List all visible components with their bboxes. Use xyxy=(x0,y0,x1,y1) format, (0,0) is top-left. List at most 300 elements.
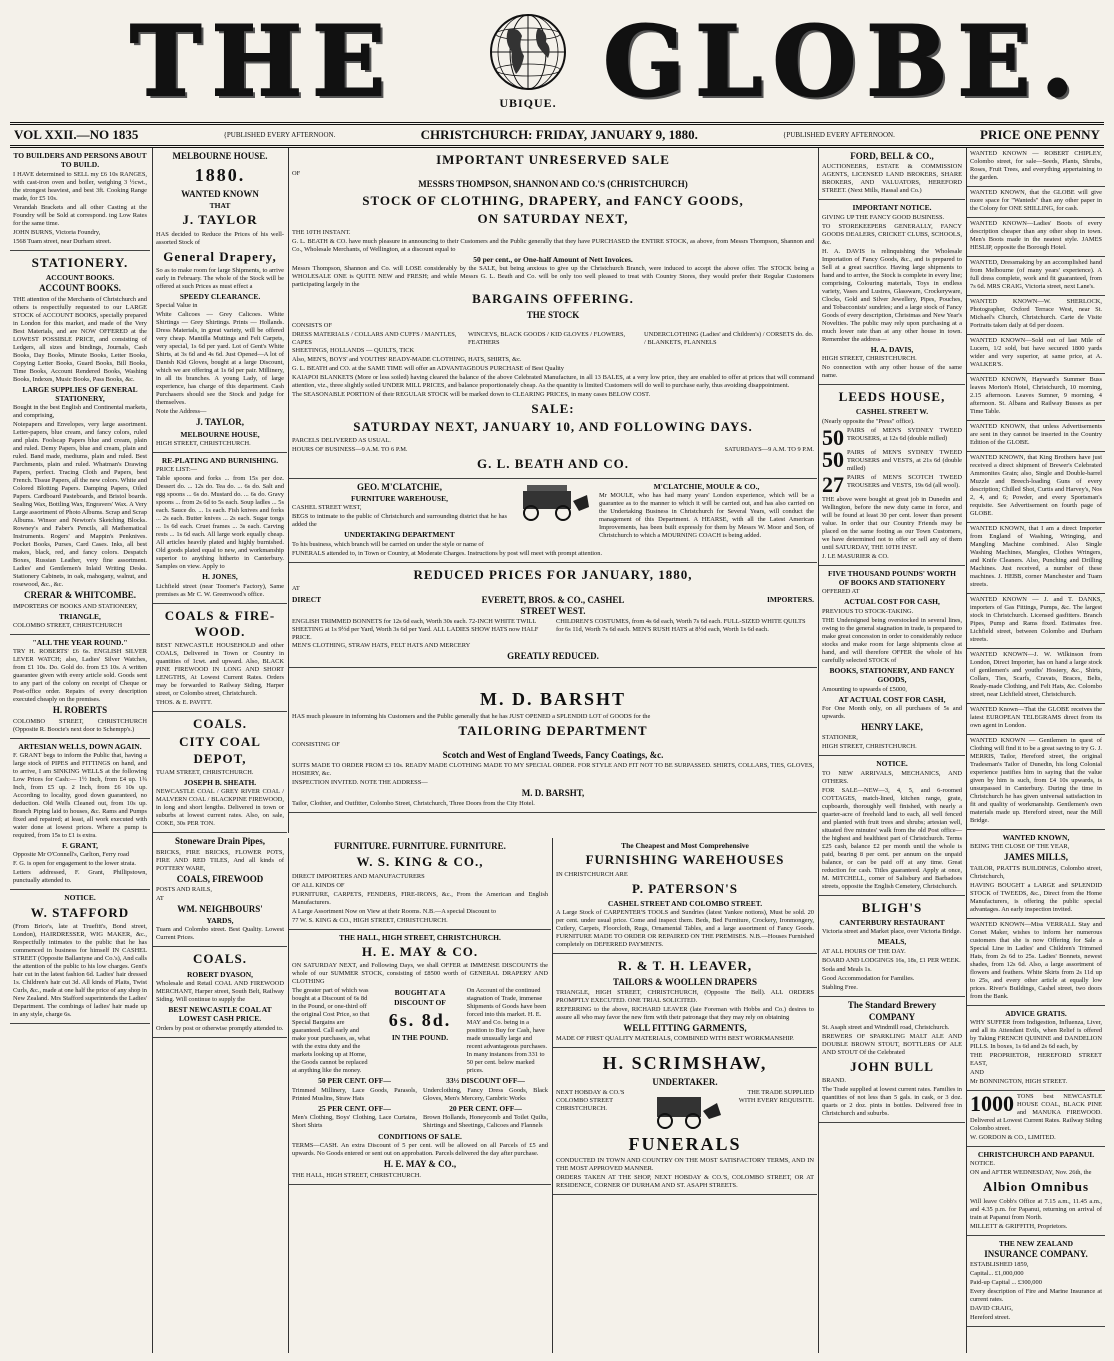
ad-dyason xyxy=(153,947,287,1037)
ad-firm: JAMES MILLS, xyxy=(1003,852,1068,863)
ad-text: I HAVE determined to SELL my £6 10s RANGES, with cast-iron oven and boiler, weighing 3 ½cwt., the strongest heaviest, and best 3ft. Cooking Range made, for £5 10s. xyxy=(13,170,147,202)
centre-column xyxy=(288,148,817,723)
ad-text: Stabling Free. xyxy=(822,983,858,991)
ad-subtitle: CITY COAL DEPOT, xyxy=(179,734,261,766)
ad-text: The Trade supplied at lowest current rates. Families in quantities of not less than 5 gals. in cask, or 3 doz. quarts or 2 doz. pints in bottles. Delivered free in Christchurch and suburbs. xyxy=(822,1086,962,1118)
masthead xyxy=(10,5,1104,118)
ad-address: COLOMBO STREET, CHRISTCHURCH xyxy=(13,622,123,629)
ad-text: TRY H. ROBERTS' £6 6s. ENGLISH SILVER LEVER WATCH; also, Ladies' Silver Watches, from £1 10s. Do. Gold do. from £3 10s. A written guarantee given with every article sold. Goods sent to any part of the colony on receipt of Cheque or Post-office order. Repairs of every description executed cheaply on the premises. xyxy=(13,648,147,704)
hours-left: HOURS OF BUSINESS—9 A.M. TO 6 P.M. xyxy=(292,446,408,454)
ad-address: HIGH STREET, CHRISTCHURCH. xyxy=(156,439,251,447)
ad-subtitle: WELL FITTING GARMENTS, xyxy=(623,1022,747,1033)
ad-text: MADE OF FIRST QUALITY MATERIALS, COMBINED WITH BEST WORKMANSHIP. xyxy=(556,1035,794,1042)
ad-subtitle: YARDS, xyxy=(206,916,234,925)
masthead-title-left: THE xyxy=(130,5,396,118)
ad-text: PARCELS DELIVERED AS USUAL. xyxy=(292,437,391,445)
wanted-5 xyxy=(967,296,1105,335)
ad-text: IMPORTERS OF BOOKS AND STATIONERY, xyxy=(13,602,138,610)
ad-text: AUCTIONEERS, ESTATE & COMMISSION AGENTS, LICENSED LAND BROKERS, SHARE BROKERS, AND VALUATORS, HEREFORD STREET. (Next Mills, Hassal and Co.) xyxy=(822,163,962,195)
ad-text: BRAND. xyxy=(822,1077,846,1085)
column-6 xyxy=(966,148,1105,1353)
ad-text: WANTED KNOWN, that the GLOBE will give more space for "Wanteds" than any other paper in the Colony for ONE SHILLING, for cash. xyxy=(970,189,1102,212)
ad-firm: W. STAFFORD xyxy=(30,904,130,920)
ad-neighbours xyxy=(153,833,287,947)
ad-text: THE above were bought at great job in Dunedin and Wellington, before the new duty came in force, and will be found at least 30 per cent. lower than present value. In order that our Country Friends may be placed on the same footing as our Town Customers, we have determined not to offer or sell any of them until SATURDAY, THE 10TH INST. xyxy=(822,495,962,551)
wanted-11 xyxy=(967,594,1105,649)
ad-text: G. L. BEATH and CO. at the SAME TIME will offer an ADVANTAGEOUS PURCHASE of Best Quality xyxy=(292,364,564,372)
ad-firm: H. JONES, xyxy=(202,572,238,582)
ad-firm: J. TAYLOR xyxy=(182,212,258,228)
ad-subtitle: SALE: xyxy=(531,400,575,416)
ad-subtitle: GREATLY REDUCED. xyxy=(507,651,599,662)
ad-address: Tailor, Clothier, and Outfitter, Colombo Street, Christchurch, Three Doors from the City Hotel. xyxy=(292,800,535,808)
ad-address: 1568 Tuam street, near Durham street. xyxy=(13,237,112,245)
ad-text: DIRECT IMPORTERS AND MANUFACTURERS xyxy=(292,872,425,880)
lower-mid-column xyxy=(552,838,817,1353)
ad-subtitle: BOOKS, STATIONERY, AND FANCY GOODS, xyxy=(829,665,955,685)
discount-heading: 50 PER CENT. OFF— xyxy=(318,1076,391,1086)
wanted-4 xyxy=(967,257,1105,296)
ad-text: KAIAPOI BLANKETS (More or less soiled) having cleared the balance of the above Celebrated Manufacture, in all 13 BALES, at a very low price, they are enabled to offer at prices that will command attention, viz., three slightly soiled UNDER MILL PRICES, and balance proportionately cheap. As the quantity is limited Customers will do well to purchase early, thus avoiding disappointment. xyxy=(292,373,814,389)
ad-firm: WM. NEIGHBOURS' xyxy=(177,903,263,914)
ad-text: HAS decided to Reduce the Prices of his well-assorted Stock of xyxy=(156,230,284,246)
hearse-illustration-icon xyxy=(513,481,593,523)
ad-watches xyxy=(10,635,150,739)
ad-subtitle: COALS, FIREWOOD xyxy=(176,873,264,884)
ad-text: On Account of the continued stagnation of Trade, immense Shipments of Goods have been forced into this market. H. E. MAY and Co. being in a position to Buy for Cash, have made unusually large and recent advantageous purchases. In many instances from 331 to 50 per cent. below marked prices. xyxy=(466,987,548,1075)
ad-text: WANTED KNOWN—W. SHERLOCK, Photographer, Oxford Terrace West, near St. Michael's Church, Christchurch. Carte de Visite Portraits taken daily at 6d per dozen. xyxy=(970,298,1102,329)
ad-advice xyxy=(967,1006,1105,1091)
ad-address: CASHEL STREET W. xyxy=(855,407,929,417)
dateline xyxy=(10,122,1104,148)
ad-king xyxy=(289,838,551,930)
ad-address: HIGH STREET, CHRISTCHURCH. xyxy=(822,355,917,362)
masthead-motto: UBIQUE. xyxy=(499,96,557,110)
hours-right: SATURDAYS—9 A.M. TO 9 P.M. xyxy=(724,446,814,454)
ad-text: A Large Assortment Now on View at their Rooms. N.B.—A special Discount to xyxy=(292,907,497,915)
ad-subtitle: FURNISHING WAREHOUSES xyxy=(585,852,785,868)
ad-address: Victoria street and Market place, over Victoria Bridge. xyxy=(822,928,962,936)
ad-text: WANTED KNOWN, that King Brothers have just received a direct shipment of Brewer's Celebrated Ammonites Grain; also, Single and Double-barrel Muzzle and Breech-loading Guns of every description; Chilled Shot, Curtis and Harvey's, Nos 2, 4, and 6; Powder, and every Sportsman's requisite. See Advertisement on fourth page of GLOBE. xyxy=(970,454,1102,517)
column-5 xyxy=(818,148,965,1353)
publish-note-left: {PUBLISHED EVERY AFTERNOON. xyxy=(223,130,336,139)
ad-firm: MILLETT & GRIFFITH, Proprietors. xyxy=(970,1222,1068,1230)
ad-subtitle: COMPANY xyxy=(868,1011,916,1022)
ad-firm: W. S. KING & CO., xyxy=(356,854,484,870)
ad-text: BEING THE CLOSE OF THE YEAR, xyxy=(970,843,1070,851)
ad-text: INSPECTION INVITED. NOTE THE ADDRESS— xyxy=(292,779,428,786)
ad-james-mills xyxy=(967,830,1105,919)
ad-subtitle: THE STOCK xyxy=(526,309,580,320)
ad-title: IMPORTANT UNRESERVED SALE xyxy=(436,152,670,167)
ad-text: So as to make room for large Shipments, to arrive early in February. The whole of the Stock will be offered at such Prices as must effect a xyxy=(156,266,284,290)
stock-list-item: WINCEYS, BLACK GOODS / KID GLOVES / FLOWERS, FEATHERS xyxy=(468,330,626,346)
ad-builders xyxy=(10,148,150,251)
ad-address: COLOMBO STREET, CHRISTCHURCH (Opposite R. Boocie's next door to Schempp's.) xyxy=(13,717,147,733)
ad-subtitle: SPEEDY CLEARANCE. xyxy=(179,291,261,301)
ad-text: TO STOREKEEPERS GENERALLY, FANCY GOODS DEALERS, CRICKET CLUBS, SCHOOLS, &c. xyxy=(822,222,962,246)
ad-text: OF ALL KINDS OF xyxy=(292,881,345,889)
ad-text: FURNITURE, CARPETS, FENDERS, FIRE-IRONS, &c., From the American and English Manufacturers. xyxy=(292,890,548,906)
ad-subtitle: ACCOUNT BOOKS. xyxy=(45,273,115,282)
stock-list xyxy=(292,331,814,347)
column-1 xyxy=(10,148,150,1353)
ad-text: The greater part of which was bought at a Discount of 6s 8d in the Pound, or one-third off the original Cost Price, so that Special Bargains are guaranteed. Call early and make your purchases, as, what with the extra duty and the markets looking up at Home, the Goods cannot be replaced at anything like the money. xyxy=(292,987,371,1075)
ad-text: THE TRADE SUPPLIED WITH EVERY REQUISITE. xyxy=(738,1088,814,1104)
ad-address: Tuam and Colombo street. Best Quality. Lowest Current Prices. xyxy=(156,926,284,942)
ad-subtitle: General Drapery, xyxy=(163,248,277,264)
hearse-illustration-icon xyxy=(645,1089,725,1131)
quantity-number: 1000 xyxy=(970,1091,1014,1116)
ad-text: OFFERED AT xyxy=(822,588,860,596)
ad-firm: THOS. & E. PAVITT. xyxy=(156,699,212,707)
ad-text: (From Brice's, late at Truefitt's, Bond street, London), HAIRDRESSER, WIG MAKER, &c., Respectfully intimates to the public that he has commenced in business for himself IN CASHEL STREET (Opposite Ballantyne and Co.'s), And calls the attention of the public to his low charges. Gent's hair cut in the latest fashion 6d. Ladies' hair dressed 1s. Children's hair cut 3d. All kinds of Plaits, Twist Curls, &c., made at one half the price of any shop in New Zealand. Mrs Stafford superintends the Ladies' Department. The combings of ladies' hair made up in any style, charge 6s. xyxy=(13,923,147,1018)
ad-firm: H. E. MAY & CO. xyxy=(361,943,479,959)
ad-subtitle: BARGAINS OFFERING. xyxy=(472,291,634,307)
ad-text: Special Value in xyxy=(156,302,198,310)
ad-text: WANTED KNOWN, that I am a direct Importer from England of Washing, Wringing, and Mangling Machine combined. Also Single Washing Machines, Mangles, Clothes Wringers, and Knife Cleaners. Also, Punching and Drilling Machines. Just received, a number of these machines. J. HEBB, corner Manchester and Tuam streets. xyxy=(970,525,1102,588)
ad-firm: CRERAR & WHITCOMBE. xyxy=(23,590,137,601)
ad-title: COALS. xyxy=(192,716,248,732)
ad-text: OF xyxy=(292,170,301,178)
ad-subtitle: AT ACTUAL COST FOR CASH, xyxy=(838,694,946,704)
ad-text: ENGLISH TRIMMED BONNETS for 12s 6d each, Worth 30s each. 72-INCH WHITE TWILL SHEETING at 1s 9½d per Yard, Worth 3s 6d per Yard. ALL LADIES SHOW HATS now HALF PRICE. xyxy=(292,618,539,642)
ad-text: WANTED KNOWN—Ladies' Boots of every description cheaper than any other shop in town. Men's Boots made in the neatest style. JAMES HESLIP, opposite the Borough Hotel. xyxy=(970,220,1102,251)
ad-text: For One Month only, on all purchases of 5s and upwards. xyxy=(822,704,962,720)
ad-subtitle: STOCK OF CLOTHING, DRAPERY, and FANCY GOODS, xyxy=(362,192,744,208)
quantity-number: 50 xyxy=(822,424,844,450)
ad-text: BRICKS, FIRE BRICKS, FLOWER POTS, FIRE AND RED TILES, And all kinds of POTTERY WARE, xyxy=(156,848,284,872)
ad-text: Every description of Fire and Marine Insurance at current rates. xyxy=(970,1288,1102,1304)
ad-title: RE-PLATING AND BURNISHING. xyxy=(161,455,279,465)
wanted-13 xyxy=(967,704,1105,735)
ad-subtitle: UNDERTAKER. xyxy=(652,1076,718,1087)
ad-text: PREVIOUS TO STOCK-TAKING. xyxy=(822,607,914,615)
ad-title: STATIONERY. xyxy=(31,254,129,270)
ad-title: The Cheapest and Most Comprehensive xyxy=(621,841,749,850)
ad-subtitle: LARGE SUPPLIES OF GENERAL STATIONERY, xyxy=(22,384,138,403)
ad-firm: DAVID CRAIG, xyxy=(970,1305,1013,1313)
ad-text: NEWCASTLE COAL / GREY RIVER COAL / MALVERN COAL / BLACKPINE FIREWOOD, in long and short lengths. Delivered in town or suburbs at lowest current rates. Also, on sale, COKE, 30s PER TON. xyxy=(156,788,284,828)
ad-text: ON and AFTER WEDNESDAY, Nov. 26th, the xyxy=(970,1169,1092,1177)
ad-title: TO BUILDERS AND PERSONS ABOUT TO BUILD. xyxy=(13,151,147,170)
stock-list-item: UNDERCLOTHING (Ladies' and Children's) / CORSETS do. do. / BLANKETS, FLANNELS xyxy=(644,330,814,346)
ad-stationery xyxy=(10,251,150,635)
ad-firm: J. LE MASURIER & CO. xyxy=(822,552,889,560)
ad-text: TONS best NEWCASTLE HOUSE COAL, BLACK PINE and MANUKA FIREWOOD. Delivered at Lowest Current Rates. Railway Siding Colombo street. xyxy=(970,1093,1102,1132)
ad-barsht xyxy=(289,684,817,813)
ad-text: CHILDREN'S COSTUMES, from 4s 6d each, Worth 7s 6d each. FULL-SIZED WHITE QUILTS for 6s 11d, Worth 7s 6d each. MEN'S RUSH HATS at 8½d each, Worth 1s 6d each. xyxy=(556,618,806,634)
ad-title: THE NEW ZEALAND xyxy=(998,1238,1074,1248)
ad-text: Mr MOULE, who has had many years' London experience, which will be a guarantee as to the manner to which it will be carried out, and has also carried on the Undertaking Business in Christchurch for Several Years, will conduct the management of this Department. A HEARSE, with all the Latest American Improvements, has been built expressly for them by Messrs W. Moor and Son, of Christchurch to which a MOURNING COACH is being added. xyxy=(599,492,814,539)
ad-title: FURNITURE. FURNITURE. FURNITURE. xyxy=(334,841,506,851)
ad-address: TAILOR, PRATTS BUILDINGS, Colombo street, Christchurch, xyxy=(970,864,1102,880)
ad-subtitle: FURNITURE WAREHOUSE, xyxy=(351,493,448,503)
ad-subtitle: TAILORING DEPARTMENT xyxy=(458,722,648,738)
ad-gordon xyxy=(967,1091,1105,1147)
ad-text: AT xyxy=(292,584,300,592)
ad-text: PAIRS of MEN'S SYDNEY TWEED TROUSERS, at 12s 6d (double milled) xyxy=(847,426,962,442)
ad-title: "ALL THE YEAR ROUND." xyxy=(32,638,128,647)
ad-text: THE Undersigned being overstocked in several lines, owing to the general stagnation in trade, is prepared to make great concession in order to considerably reduce stocks and make room for large shipments close at hand, and will therefore OFFER the whole of his carefully selected STOCK of xyxy=(822,616,962,664)
ad-text: G. L. BEATH & CO. have much pleasure in announcing to their Customers and the Public generally that they have PURCHASED the ENTIRE STOCK, as above, from Messrs Thompson, Shannon and Co., Wholesale Merchants, of Wellington, at a discount equal to xyxy=(292,238,814,253)
ad-address: TRIANGLE, xyxy=(59,611,101,621)
wanted-12 xyxy=(967,649,1105,704)
ad-text: Capital... £1,000,000 xyxy=(970,1270,1024,1278)
columns xyxy=(10,148,1104,1353)
ad-address: NEXT HOBDAY & CO.'S COLOMBO STREET CHRISTCHURCH. xyxy=(556,1088,625,1112)
ad-title: THE HALL, HIGH STREET, CHRISTCHURCH. xyxy=(339,932,501,942)
ad-text: Good Accommodation for Families. xyxy=(822,974,915,982)
ad-title: REDUCED PRICES FOR JANUARY, 1880, xyxy=(413,566,693,582)
ad-subtitle: MEALS, xyxy=(877,937,907,947)
ad-text: Letters addressed, F. Grant, Phillipstown, punctually attended to. xyxy=(13,869,147,885)
ad-text: WANTED KNOWN—J. W. Wilkinson from London, Direct Importer, has on hand a large stock of gentlemen's and youths' Hosiery, &c., Shirts, Collars, Ties, Scarfs, Cravats, Braces, Belts, Ready-made Clothing, and Felt Hats, &c. Colombo street, near Lichfield street, Christchurch. xyxy=(970,651,1102,698)
ad-text: WANTED KNOWN—Sold out of last Mile of Lucern, 1/2 sold, but have secured 1800 yards wider and very superior, at same price, at A. WALKER'S. xyxy=(970,337,1102,368)
ad-text: ESTABLISHED 1859, xyxy=(970,1261,1029,1269)
wanted-6 xyxy=(967,335,1105,374)
ad-text: AND xyxy=(970,1069,984,1076)
ad-subtitle: MESSRS THOMPSON, SHANNON AND CO.'S (CHRISTCHURCH) xyxy=(418,179,688,190)
ad-may xyxy=(289,930,551,1185)
ad-year: 1880. xyxy=(194,165,246,186)
ad-firm: F. GRANT, xyxy=(61,841,99,850)
ad-text: The SEASONABLE PORTION of their REGULAR STOCK will be marked down to CLEARING PRICES, in many cases BELOW COST. xyxy=(292,390,651,398)
ad-text: WANTED KNOWN — Gentlemen in quest of Clothing will find it to be a great saving to try G. J. MERRIS, Tailor, Hereford street, the original Tradesman's Tailor of Dunedin, his long Colonial experience justifies him in saying that the value given by him is such, from £4 10s upwards, is unsurpassed in Canterbury. During the time in Christchurch he has given universal satisfaction in fit and quality of workmanship. Gentlemen's own materials made up. Hereford street, near the Mill Bridge. xyxy=(970,737,1102,824)
ad-subtitle: BOUGHT AT A DISCOUNT OF xyxy=(394,988,446,1007)
ad-title: NOTICE. xyxy=(64,893,96,903)
discount-heading: 33½ DISCOUNT OFF— xyxy=(446,1076,525,1086)
ad-everett xyxy=(289,563,817,668)
wanted-2 xyxy=(967,187,1105,218)
ad-text: To his business, which branch will be carried on under the style or name of xyxy=(292,540,484,548)
ad-firm: FORD, BELL & CO., xyxy=(850,151,934,161)
ad-paterson xyxy=(553,838,817,954)
discount-list: Trimmed Millinery, Lace Goods, Parasols, Printed Muslins, Straw Hats xyxy=(292,1086,417,1102)
ad-subtitle: IN THE POUND. xyxy=(391,1033,449,1043)
ad-cottages xyxy=(819,756,965,895)
ad-text: Also, MEN'S, BOYS' and YOUTHS' READY-MADE CLOTHING, HATS, SHIRTS, &c. xyxy=(292,355,522,363)
ad-firm: M. D. BARSHT xyxy=(479,689,626,709)
ad-title: NOTICE. xyxy=(876,759,908,769)
ad-text: STATIONER, xyxy=(822,734,858,742)
ad-davis xyxy=(819,200,965,385)
ad-title: IMPORTANT NOTICE. xyxy=(852,203,932,213)
ad-bligh xyxy=(819,896,965,997)
ad-firm: R. & T. H. LEAVER, xyxy=(617,958,753,974)
mclatchie-right xyxy=(599,481,814,550)
publish-note-right: {PUBLISHED EVERY AFTERNOON. xyxy=(783,130,895,139)
globe-icon xyxy=(488,12,568,92)
ad-text: PAIRS of MEN'S SYDNEY TWEED TROUSERS and VESTS, at 21s 6d (double milled) xyxy=(847,448,962,472)
ad-artesian xyxy=(10,739,150,891)
discount-heading: 20 PER CENT. OFF— xyxy=(449,1103,522,1113)
place-date: CHRISTCHURCH: FRIDAY, JANUARY 9, 1880. xyxy=(420,127,698,142)
ad-text: Will leave Cobb's Office at 7.15 a.m., 11.45 a.m., and 4.35 p.m. for Papanui, returning on arrival of train at Papanui from North. xyxy=(970,1197,1102,1221)
ad-firm: ROBERT DYASON, xyxy=(186,969,253,979)
ad-firm: The Standard Brewery xyxy=(847,999,937,1010)
ad-subtitle: WANTED KNOWN xyxy=(181,188,259,199)
ad-subtitle: CONDITIONS OF SALE. xyxy=(378,1131,462,1141)
ad-text: CONSISTING OF xyxy=(292,740,340,748)
ad-text: FUNERALS attended to, in Town or Country, at Moderate Charges. Instructions by post will meet with prompt attention. xyxy=(292,549,603,557)
ad-title: ARTESIAN WELLS, DOWN AGAIN. xyxy=(18,741,142,751)
wanted-8 xyxy=(967,421,1105,452)
ad-title: COALS. xyxy=(192,951,248,967)
ad-text: WHY SUFFER from Indigestion, Influenza, Liver, and all its Attendant Evils, when Relief is offered by Taking FRENCH QUININE and DANDELION PILLS. In boxes, 1s 6d and 2s 6d each, by xyxy=(970,1019,1102,1050)
ad-list: White Calicoes — Grey Calicoes. White Shirtings — Grey Shirtings. Prints — Hollands. Dress Materials, in great variety, will be offered very cheap. Mantilla Muttings and Felt Carpets, very special, 1s 6d per yard. Lot of Gent's White Shirts, at 3s 6d and 4s 6d. Just Opened—A lot of Danish Kid Gloves, bought at a large Discount, which we are offering at 1s 6d per pair. Millinery, in all its branches. A young Lady, of large experience, has charge of this department. Cash Purchasers should see the Stock and judge for themselves. xyxy=(156,311,284,407)
mclatchie-left xyxy=(292,481,507,550)
ad-text: F. G. is open for engagement to the lower strata. xyxy=(13,860,137,868)
ad-text: Verandah Brackets and all other Casting at the Foundry will be Sold at correspond. ing Low Rates for the same time. xyxy=(13,203,147,227)
ad-text: Wholesale and Retail COAL AND FIREWOOD MERCHANT, Harper street, South Belt, Railway Siding. Will continue to supply the xyxy=(156,980,284,1003)
ad-subtitle: UNDERTAKING DEPARTMENT xyxy=(344,530,455,540)
ad-mclatchie xyxy=(289,479,817,563)
ad-text: WANTED, Dressmaking by an accomplished hand from Melbourne (of many years' experience). A full dress complete, work and fit guaranteed, from 7s 6d. MRS CRAIG, Victoria street, next Lane's. xyxy=(970,259,1102,290)
ad-text: Paid-up Capital ... £300,000 xyxy=(970,1279,1042,1287)
ad-text: Soda and Meals 1s. xyxy=(822,965,872,973)
ad-text: REFERRING to the above, RICHARD LEAVER (late Foreman with Hobbs and Co.) desires to assure all who may favor the new firm with their patronage that they may rely on obtaining xyxy=(556,1005,814,1021)
ad-text: (Nearly opposite the "Press" office). xyxy=(822,417,915,425)
ad-text: Orders by post or otherwise promptly attended to. xyxy=(156,1024,284,1032)
ad-text: HAVING BOUGHT a LARGE and SPLENDID STOCK of TWEEDS, &c., Direct from the Home Manufacturers, is offering the public special advantages. An early inspection invited. xyxy=(970,881,1102,913)
ad-subtitle: TAILORS & WOOLLEN DRAPERS xyxy=(613,976,757,987)
ad-text: ORDERS TAKEN AT THE SHOP, NEXT HOBDAY & CO.'S, COLOMBO STREET, OR AT RESIDENCE, CORNER OF DURHAM AND ST. ASAPH STREETS. xyxy=(556,1174,814,1190)
ad-subtitle: BEST NEWCASTLE COAL AT LOWEST CASH PRICE. xyxy=(168,1005,272,1024)
ad-address: Opposite Mr O'Connell's, Carlton, Ferry road xyxy=(13,851,130,859)
ad-text: Messrs Thompson, Shannon and Co. will LOSE considerably by the SALE, but being anxious to give up the Christchurch Branch, were induced to accept the above offer. The STOCK being a WHOLESALE ONE is QUITE NEW and FRESH; and while Messrs G. L. Beath and Co. will be only too well pleased to treat with Country Stores, they would prefer their Regular Customers participating largely in the xyxy=(292,265,815,289)
ad-firm: W. GORDON & CO., LIMITED. xyxy=(970,1134,1056,1141)
ad-subtitle: PRICE LIST:— xyxy=(156,466,198,474)
ad-firm: JOSEPH B. SHEATH. xyxy=(183,777,257,787)
ad-list: Table spoons and forks ... from 15s per doz. Dessert do. ... 12s do. Tea do. ... 6s do. Salt and egg spoons ... 6s do. Mustard do. ... 6s do. Gravy spoons ... from 2s 6d to 5s each. Soup ladles ... 5s each. Sauce do. ... 1s each. Fish knives and forks ... 2s each. Butter knives ... 2s each. Sugar tongs ... 1s 6d each. Cruet frames ... 3s each. Carving rests ... 1s 6d each. All large work equally cheap. All articles heavily plated and highly burnished. Old goods plated equal to new, and workmanship superior to anything hitherto in Canterbury. Samples on view. Apply to xyxy=(156,475,284,571)
ad-text: ON SATURDAY NEXT, and Following Days, we shall OFFER at IMMENSE DISCOUNTS the whole of our SUMMER STOCK, consisting of £8500 worth of GENERAL DRAPERY AND CLOTHING xyxy=(292,962,548,986)
ad-text: WANTED KNOWN, Hayward's Summer Buss leaves Morton's Hotel, Christchurch, 10 morning, 2.15 afternoon. Leaves Sumner, 9 morning, 4 afternoon. St. Albans and Railway Busses as per Time Table. xyxy=(970,376,1102,415)
ad-address: HIGH STREET, CHRISTCHURCH. xyxy=(822,743,917,751)
ad-text: BEST NEWCASTLE HOUSEHOLD and other COALS, Delivered in Town or Country in quantities of 1cwt. and upward. Also, BLACK PINE FIREWOOD IN LONG AND SHORT LENGTHS, At Lowest Current Rates. Orders may be forwarded to Railway Siding, Harper street, or Colombo street, Christchurch. xyxy=(156,642,284,698)
column-2 xyxy=(152,148,287,1353)
ad-title: FIVE THOUSAND POUNDS' WORTH OF BOOKS AND STATIONERY xyxy=(827,568,957,587)
discount-list: Underclothing, Fancy Dress Goods, Black Gloves, Men's Mercery, Cambric Works xyxy=(423,1086,548,1102)
ad-subtitle: Scotch and West of England Tweeds, Fancy Coatings, &c. xyxy=(442,749,664,760)
ad-subtitle: IMPORTERS. xyxy=(766,594,814,604)
ad-scrimshaw xyxy=(553,1048,817,1195)
ad-text: BEGS to intimate to the public of Christchurch and surrounding district that he has added the xyxy=(292,513,507,529)
ad-title: LEEDS HOUSE, xyxy=(838,389,946,404)
wanted-9 xyxy=(967,452,1105,523)
ad-address: CASHEL STREET AND COLOMBO STREET. xyxy=(607,898,763,908)
ad-text: SUITS MADE TO ORDER FROM £3 10s. READY MADE CLOTHING MADE TO MY SPECIAL ORDER. FOR STYLE AND FIT NOT TO BE SURPASSED. SHIRTS, COLLARS, TIES, GLOVES, HOSIERY, &c. xyxy=(292,762,814,777)
ad-leeds-house xyxy=(819,385,965,566)
ad-text: HAS much pleasure in informing his Customers and the Public generally that he has JUST OPENED a SPLENDID LOT of GOODS for the xyxy=(292,712,651,720)
ad-address: 77 W. S. KING & CO., HIGH STREET, CHRISTCHURCH. xyxy=(292,916,448,924)
ad-text: WANTED KNOWN, that unless Advertisements are sent in they cannot be inserted in the Country Edition of the GLOBE. xyxy=(970,423,1102,446)
ad-text: AT xyxy=(156,894,164,902)
stock-list-item: DRESS MATERIALS / COLLARS AND CUFFS / MANTLES, CAPES xyxy=(292,330,457,346)
ad-firm: HENRY LAKE, xyxy=(861,721,923,732)
ad-ford-bell xyxy=(819,148,965,200)
ad-address: THE HALL, HIGH STREET, CHRISTCHURCH. xyxy=(292,1171,421,1179)
ad-text: PAIRS of MEN'S SCOTCH TWEED TROUSERS and VESTS, 19s 6d (all wool). xyxy=(847,473,962,489)
ad-title: Stoneware Drain Pipes, xyxy=(174,836,266,847)
ad-title: ADVICE GRATIS. xyxy=(1005,1008,1067,1018)
ad-text: Bought in the best English and Continental markets, and comprising, xyxy=(13,404,147,420)
ad-henry-lake xyxy=(819,566,965,757)
discount-heading: 25 PER CENT. OFF— xyxy=(318,1103,391,1113)
ad-subtitle: JOHN BULL xyxy=(850,1059,934,1074)
ad-text: H. A. DAVIS is relinquishing the Wholesale Importation of Fancy Goods, &c., and is prepared to Sell at a great sacrifice. Having large shipments to hand and to arrive, the Stock is complete in every line; comprising, Colouring materials, Toys in endless variety, Vases and Lustres, Glassware, Crockeryware, Clocks, Gold and Silver Jewellery, Pipes, Pouches, and Tobacconists' sundries; and a large stock of Fancy Goods of every description, Christmas and New Year's Novelties. The public may rely upon purchasing at a much lower rate than at any other house in town. Remember the address— xyxy=(822,247,962,343)
discount-amount: 6s. 8d. xyxy=(388,1009,452,1030)
ad-text: WANTED KNOWN—Miss VERRALL Stay and Corset Maker, wishes to inform her numerous customers that she is now Offering for Sale a Special Line in Ladies' and Children's Trimmed Hats, from 2s 6d to 25s. Ladies' Bonnets, newest shades, from 12s 6d. Also, a large assortment of flowers and feathers. White Skirts from 2s 11d up to 25s, and every other article at equally low prices. River's Buildings, Cashel street, two doors from the Bank. xyxy=(970,920,1102,1000)
wanted-14 xyxy=(967,735,1105,830)
ad-text: MEN'S CLOTHING, STRAW HATS, FELT HATS AND MERCERY xyxy=(292,642,471,650)
wanted-1 xyxy=(967,148,1105,187)
ad-leaver xyxy=(553,954,817,1048)
ad-firm: M'CLATCHIE, MOULE & CO., xyxy=(653,481,760,491)
ad-address: MELBOURNE HOUSE, xyxy=(180,429,260,439)
ad-subtitle: DIRECT xyxy=(292,594,322,604)
ad-text: BREWERS OF SPARKLING MALT ALE AND DOUBLE BROWN STOUT, BOTTLERS OF ALE AND STOUT Of the Celebrated xyxy=(822,1033,962,1056)
discount-list: Men's Clothing, Boys' Clothing, Lace Curtains, Short Shirts xyxy=(292,1113,417,1129)
ad-firm: H. E. MAY & CO., xyxy=(383,1159,457,1170)
ad-text: WANTED KNOWN — J. and T. DANKS, importers of Gas Fittings, Pumps, &c. The largest stock in Christchurch. Licensed gasfitters. Branch Pipes, Pump and Rams fixed. Estimates free. Lichfield street, between Colombo and Durham streets. xyxy=(970,596,1102,643)
ad-firm: BLIGH'S xyxy=(861,899,923,915)
business-hours xyxy=(292,446,814,454)
ad-subtitle: TO NEW ARRIVALS, MECHANICS, AND OTHERS. xyxy=(822,769,962,785)
ad-subtitle: ON SATURDAY NEXT, xyxy=(477,210,629,226)
wanted-7 xyxy=(967,374,1105,421)
ad-firm: EVERETT, BROS. & CO., CASHEL STREET WEST. xyxy=(481,594,625,617)
ad-text: CONDUCTED IN TOWN AND COUNTRY ON THE MOST SATISFACTORY TERMS, AND IN THE MOST APPROVED MANNER. xyxy=(556,1157,814,1173)
ad-subtitle: ACTUAL COST FOR CASH, xyxy=(844,597,940,607)
ad-firm: H. A. DAVIS, xyxy=(870,344,914,354)
ad-highlight: 50 per cent., or One-half Amount of Nett Invoices. xyxy=(473,255,633,264)
ad-firm: M. D. BARSHT, xyxy=(521,788,585,798)
wanted-15 xyxy=(967,919,1105,1006)
ad-firm: H. ROBERTS xyxy=(52,705,108,716)
ad-address: CASHEL STREET WEST, xyxy=(292,504,362,512)
ad-title: MELBOURNE HOUSE. xyxy=(172,151,268,161)
ad-text: IN CHRISTCHURCH ARE xyxy=(556,870,628,878)
ad-title: WANTED KNOWN, xyxy=(1002,833,1070,842)
ad-text: WANTED Known—That the GLOBE receives the latest EUROPEAN TELEGRAMS direct from its own agent in London. xyxy=(970,706,1102,729)
ad-list: Notepapers and Envelopes, very large assortment. Letter-papers, blue cream, and fancy colors, ruled and plain. Foolscap Papers blue and cream, plain and ruled. Demy Papers, blue and cream, plain and ruled. Band made, mediums, plain and ruled. Best Parchments, plain and ruled. Whatman's Drawing Papers, perfect. Tracing Cloth and Papers, best French. Tissue Papers, all the new colors. White and Colored Blotting Papers. Damping Papers, Oiled Papers. Cardboard Pasteboards, and Bristol boards. Sealing Wax, Bottling Wax, Engravers' Wax. A Very Large assortment of Photo Albums. Scrap and Scrap Albums. Winsor and Newton's Sketching Blocks. Rowney's and Faber's Pencils, all Mathematical Instruments. Rogers' and Mappin's Penknives. Pocket Books, Purses, Card Cases. Inks, all best makes, black, red, and fancy colors. Despatch Boxes, Russian Leather, very fine assortment. Ladies' and Gentlemen's Inlaid Writing Desks. Stationery Cabinets, in oak, mahogany, walnut, and rosewood, &c., &c. xyxy=(13,421,147,589)
ad-text: Note the Address— xyxy=(156,408,207,416)
ad-replating xyxy=(153,453,287,604)
quantity-number: 27 xyxy=(822,471,844,497)
ad-subtitle: ACCOUNT BOOKS. xyxy=(39,283,121,294)
ad-text: WANTED KNOWN — ROBERT CHIPLEY, Colombo street, for sale—Seeds, Plants, Shrubs, Roses, Fruit Trees, and everything appertaining to the garden. xyxy=(970,150,1102,181)
ad-subtitle: INSURANCE COMPANY. xyxy=(984,1249,1088,1259)
ad-text: Amounting to upwards of £5000, xyxy=(822,685,908,693)
ad-firm: GEO. M'CLATCHIE, xyxy=(356,481,443,492)
ad-subtitle: GIVING UP THE FANCY GOOD BUSINESS. xyxy=(822,213,945,221)
ad-text: TERMS—CASH. An extra Discount of 5 per cent. will be allowed on all Parcels of £5 and upwards. No Goods entered or sent out on approbation. Parcels delivered the day after purchase. xyxy=(292,1142,548,1158)
ad-title: COALS & FIRE-WOOD. xyxy=(164,607,276,639)
ad-stafford xyxy=(10,890,150,1024)
ad-address: Hereford street. xyxy=(970,1314,1011,1322)
ad-melbourne-house xyxy=(153,148,287,453)
masthead-title-right: GLOBE. xyxy=(603,5,1084,118)
barsht-block xyxy=(288,684,817,833)
ad-address: TRIANGLE, HIGH STREET, CHRISTCHURCH, (Opposite The Bell). ALL ORDERS PROMPTLY EXECUTED. ONE TRIAL SOLICITED. xyxy=(556,988,814,1004)
wanted-3 xyxy=(967,218,1105,257)
ad-insurance xyxy=(967,1236,1105,1328)
lower-left-column xyxy=(288,838,551,1353)
ad-coals-firewood xyxy=(153,604,287,713)
ad-text: SHEETINGS, HOLLANDS — QUILTS, TICK xyxy=(292,346,415,354)
ad-albion xyxy=(967,1147,1105,1236)
